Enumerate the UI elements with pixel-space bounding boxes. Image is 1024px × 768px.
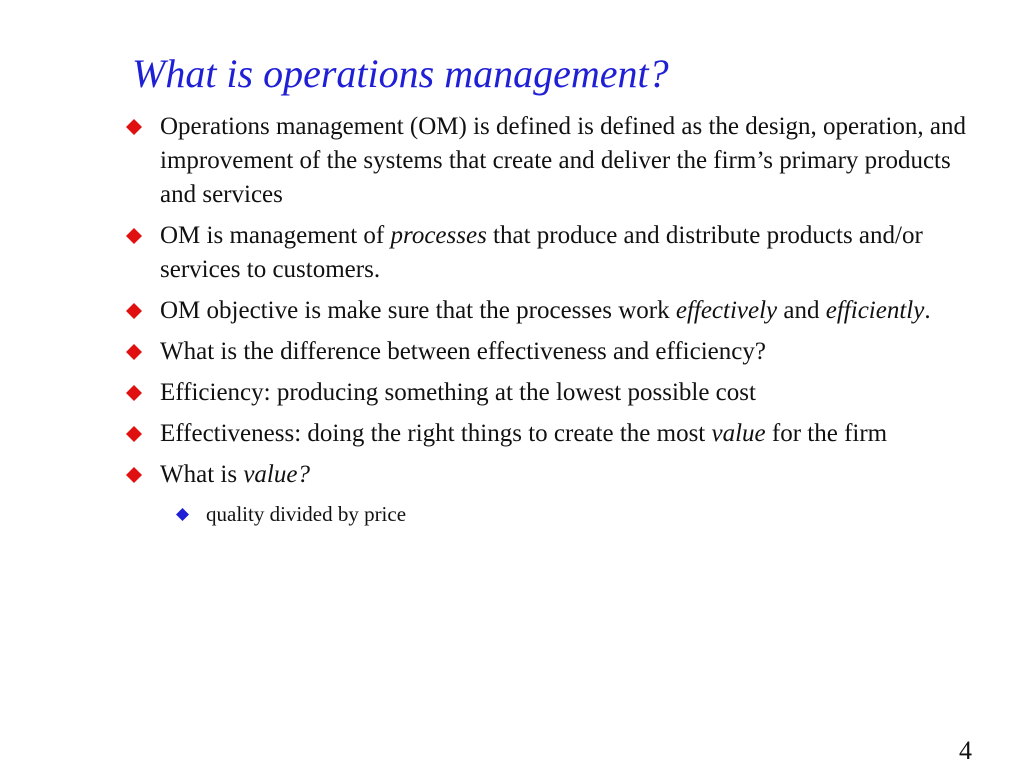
bullet-text-emphasis: value? [243,461,310,488]
page-number: 4 [959,736,972,765]
sub-bullet-item [122,499,992,529]
bullet-text-emphasis: processes [390,222,487,249]
bullet-text-run: Efficiency: producing something at the lowest possible cost [160,379,756,406]
bullet-text-emphasis: effectively [675,297,778,324]
red-diamond-icon [126,303,142,319]
bullet-item [122,294,992,328]
bullet-text-run: OM objective is make sure that the processes work [160,297,676,324]
bullet-text-run: that produce and distribute products and/or services to customers. [160,222,923,283]
bullet-text [160,222,923,283]
bullet-text-run: Operations management (OM) is defined is defined as the design, operation, and improvement of the systems that create and deliver the firm’s primary products and services [160,113,967,208]
bullet-item [122,219,992,287]
slide-title: What is operations management? [132,51,669,96]
bullet-text-run: What is [160,461,244,488]
bullet-text [160,297,931,324]
bullet-text [160,338,766,365]
bullet-text-run: Effectiveness: doing the right things to create the most [160,420,712,447]
red-diamond-icon [126,467,142,483]
bullet-text-emphasis: efficiently [825,297,925,324]
blue-diamond-icon [176,508,189,521]
bullet-item [122,458,992,492]
bullet-item [122,417,992,451]
bullet-text-run: and [777,297,826,324]
bullet-item [122,110,992,212]
bullet-text-run: for the firm [765,420,888,447]
bullet-item [122,376,992,410]
bullet-item [122,335,992,369]
bullet-list [122,110,992,529]
red-diamond-icon [126,426,142,442]
red-diamond-icon [126,385,142,401]
bullet-text-run: OM is management of [160,222,391,249]
bullet-text-run: . [924,297,931,324]
bullet-text [160,420,887,447]
sub-bullet-text: quality divided by price [206,502,407,526]
red-diamond-icon [126,228,142,244]
bullet-text [160,379,756,406]
bullet-text [160,461,310,488]
bullet-text-emphasis: value [711,420,766,447]
bullet-text [160,113,966,208]
red-diamond-icon [126,119,142,135]
red-diamond-icon [126,344,142,360]
bullet-text-run: What is the difference between effectiveness and efficiency? [160,338,766,365]
